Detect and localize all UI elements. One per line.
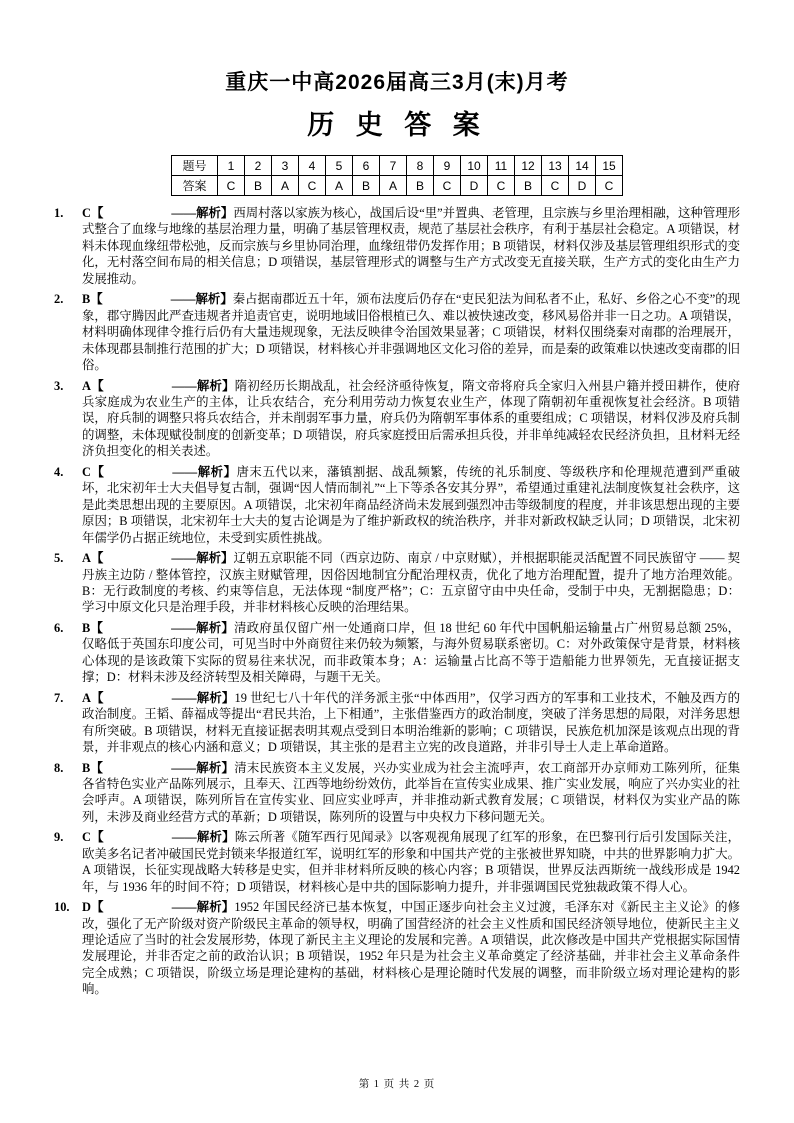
explanation-item [54, 291, 740, 373]
question-number-cell: 9 [434, 156, 461, 176]
question-number-cell: 14 [569, 156, 596, 176]
answer-row [172, 176, 623, 196]
analysis-label: ——解析】 [171, 378, 235, 393]
explanation-item [54, 464, 740, 546]
item-answer: B【 [82, 292, 103, 307]
answer-cell: B [407, 176, 434, 196]
analysis-text: 唐末五代以来，藩镇割据、战乱频繁，传统的礼乐制度、等级秩序和伦理规范遭到严重破坏，北宋初年士大夫倡导复古制，强调“因人情而制礼”“上下等杀各安其分界”，希望通过重建礼法制度恢复社会秩序，这是此类思想出现的主要原因。A 项错误，北宋初年商品经济尚未发展到强烈冲击等级制度的程度，并非该思想出现的主要原因；B 项错误，北宋初年士大夫的复古论调是为了维护新政权的统治秩序，并非对新政权缺乏认同；D 项错误，北宋初年儒学仍占据正统地位，未受到实质性挑战。 [82, 464, 741, 545]
explanation-list [54, 205, 740, 998]
question-number-cell: 8 [407, 156, 434, 176]
analysis-label: ——解析】 [172, 464, 237, 479]
analysis-label: ——解析】 [171, 830, 235, 845]
item-answer: A【 [82, 378, 104, 393]
item-number: 10. [54, 900, 70, 915]
analysis-text: 陈云所著《随军西行见闻录》以客观视角展现了红军的形象，在巴黎刊行后引发国际关注，欧美多名记者冲破国民党封锁来华报道红军，说明红军的形象和中国共产党的主张被世界知晓，中共的世界影响力扩大。A 项错误，长征实现战略大转移是史实，但并非材料所反映的核心内容；B 项错误，世界反法西斯统一战线形成是 1942 年，与 1936 年的时间不符；D 项错误，材料核心是中共的国际影响力提升，并非强调国民党独裁政策不得人心。 [82, 830, 741, 894]
answer-cell: A [380, 176, 407, 196]
item-answer: C【 [82, 464, 105, 479]
item-answer: D【 [82, 900, 104, 915]
item-number: 2. [54, 292, 64, 307]
item-number: 9. [54, 830, 64, 845]
answer-cell: B [353, 176, 380, 196]
answer-key-table [171, 155, 623, 196]
item-answer: C【 [82, 830, 104, 845]
analysis-text: 清末民族资本主义发展，兴办实业成为社会主流呼声，农工商部开办京师劝工陈列所，征集各省特色实业产品陈列展示，且奉天、江西等地纷纷效仿，此举旨在宣传实业成果、推广实业发展，响应了兴办实业的社会呼声。A 项错误，陈列所旨在宣传实业、回应实业呼声，并非推动新式教育发展；C 项错误，材料仅为实业产品的陈列，未涉及商业经营方式的革新；D 项错误，陈列所的设置与中央权力下移问题无关。 [82, 760, 741, 824]
answer-cell: D [569, 176, 596, 196]
question-number-row [172, 156, 623, 176]
answer-cell: C [596, 176, 623, 196]
question-number-cell: 5 [326, 156, 353, 176]
question-number-cell: 12 [515, 156, 542, 176]
item-answer: C【 [82, 206, 104, 220]
answer-cell: C [488, 176, 515, 196]
explanation-item [54, 760, 740, 826]
explanation-item [54, 205, 740, 287]
item-number: 4. [54, 464, 64, 479]
explanation-item [54, 620, 740, 686]
item-answer: B【 [82, 760, 104, 775]
answer-cell: D [461, 176, 488, 196]
analysis-label: ——解析】 [171, 551, 234, 566]
answer-sheet-title: 历 史 答 案 [307, 110, 487, 140]
answer-cell: C [299, 176, 326, 196]
answer-cell: B [245, 176, 272, 196]
item-answer: A【 [82, 690, 104, 705]
analysis-label: ——解析】 [171, 760, 235, 775]
analysis-text: 19 世纪七八十年代的洋务派主张“中体西用”，仅学习西方的军事和工业技术，不触及西方的政治制度。王韬、薛福成等提出“君民共治，上下相通”，主张借鉴西方的政治制度，突破了洋务思想的局限，对洋务思想有所突破。B 项错误，材料无直接证据表明其观点受到日本明治维新的影响；C 项错误，民族危机加深是该观点出现的背景，并非观点的核心内涵和意义；D 项错误，其主张的是君主立宪的改良道路，并非引导士人走上革命道路。 [82, 690, 741, 755]
item-number: 3. [54, 378, 64, 393]
analysis-label: ——解析】 [171, 206, 234, 220]
analysis-label: ——解析】 [171, 620, 235, 635]
question-number-cell: 13 [542, 156, 569, 176]
item-answer: B【 [82, 620, 104, 635]
analysis-text: 西周村落以家族为核心，战国后设“里”并置典、老管理，且宗族与乡里治理相融，这种管理形式整合了血缘与地缘的基层治理力量，明确了基层管理权责，规范了基层社会秩序，有利于基层社会稳定。A 项错误，材料未体现血缘纽带松弛，反而宗族与乡里协同治理，血缘纽带仍发挥作用；B 项错误，材料仅涉及基层管理组织形式的变化，无村落空间布局的相关信息；D 项错误，基层管理形式的调整与生产方式改变无直接关联，生产方式的变化由生产力发展推动。 [82, 206, 741, 286]
explanation-item [54, 378, 740, 460]
item-number: 7. [54, 690, 64, 705]
answer-cell: C [434, 176, 461, 196]
analysis-text: 1952 年国民经济已基本恢复，中国正逐步向社会主义过渡，毛泽东对《新民主主义论》的修改，强化了无产阶级对资产阶级民主革命的领导权，明确了国营经济的社会主义性质和国民经济领导地位，使新民主主义理论适应了当时的社会发展形势，体现了新民主主义理论的发展和完善。A 项错误，此次修改是中国共产党根据实际国情发展理论，并非否定之前的政治认识；B 项错误，1952 年只是为社会主义革命奠定了经济基础，并非社会主义革命条件完全成熟；C 项错误，阶级立场是理论建构的基础，材料核心是理论随时代发展的调整，而非阶级立场对理论建构的影响。 [82, 900, 740, 997]
explanation-item [54, 690, 740, 756]
answer-cell: C [218, 176, 245, 196]
analysis-text: 清政府虽仅留广州一处通商口岸，但 18 世纪 60 年代中国帆船运输量占广州贸易总额 25%，仅略低于英国东印度公司，可见当时中外商贸往来仍较为频繁，与海外贸易联系密切。C：对外政策保守是背景，材料核心体现的是该政策下实际的贸易往来状况，而非政策本身；A：运输量占比高不等于造船能力世界领先，无直接证据支撑；D：材料未涉及经济转型及相关障碍，与题干无关。 [82, 620, 741, 685]
question-number-cell: 6 [353, 156, 380, 176]
item-number: 6. [54, 620, 64, 635]
explanation-item [54, 550, 740, 616]
answer-cell: C [542, 176, 569, 196]
question-number-cell: 2 [245, 156, 272, 176]
exam-title: 重庆一中高2026届高三3月(末)月考 [225, 71, 569, 94]
item-number: 8. [54, 760, 64, 775]
item-answer: A【 [82, 551, 104, 566]
analysis-label: ——解析】 [171, 690, 235, 705]
question-number-cell: 7 [380, 156, 407, 176]
question-number-cell: 10 [461, 156, 488, 176]
page-footer: 第 1 页 共 2 页 [358, 1079, 436, 1090]
answer-cell: A [272, 176, 299, 196]
answer-cell: A [326, 176, 353, 196]
analysis-text: 隋初经历长期战乱，社会经济亟待恢复，隋文帝将府兵全家归入州县户籍并授田耕作，使府兵家庭成为农业生产的主体，让兵农结合，充分利用劳动力恢复农业生产，体现了隋朝初年重视恢复社会经济。B 项错误，府兵制的调整只将兵农结合，并未削弱军事力量，府兵仍为隋朝军事体系的重要组成；C 项错误，材料仅涉及府兵制的调整，未体现赋役制度的创新变革；D 项错误，府兵家庭授田后需承担兵役，并非单纯减轻农民经济负担，且材料无经济负担变化的相关表述。 [82, 378, 741, 459]
question-number-cell: 3 [272, 156, 299, 176]
analysis-text: 辽朝五京职能不同（西京边防、南京 / 中京财赋），并根据职能灵活配置不同民族留守 —— 契丹族主边防 / 整体管控，汉族主财赋管理，因俗因地制宜分配治理权责，优化了地方治理配置，提升了地方治理效能。B：无行政制度的考核、约束等信息，无法体现 “制度严格”；C：五京留守由中央任命，受制于中央，无割据隐患；D：学习中原文化只是治理手段，并非材料核心反映的治理结果。 [82, 551, 740, 615]
question-number-cell: 4 [299, 156, 326, 176]
question-number-cell: 11 [488, 156, 515, 176]
explanation-item [54, 899, 740, 998]
question-number-cell: 1 [218, 156, 245, 176]
item-number: 1. [54, 206, 64, 220]
explanation-item [54, 829, 740, 895]
item-number: 5. [54, 551, 64, 566]
analysis-label: ——解析】 [171, 900, 235, 915]
answer-row-label: 答案 [172, 176, 218, 196]
question-number-cell: 15 [596, 156, 623, 176]
analysis-label: ——解析】 [170, 292, 233, 307]
analysis-text: 秦占据南郡近五十年，颁布法度后仍存在“吏民犯法为间私者不止，私好、乡俗之心不变”的现象，郡守腾因此严查违规者并追责官吏，说明地域旧俗根植已久、难以被快速改变，移风易俗并非一日之功。A 项错误，材料明确体现律令推行后仍有大量违规现象，无法反映律令治国效果显著；C 项错误，材料仅围绕秦对南郡的治理展开，未体现郡县制推行范围的扩大；D 项错误，材料核心并非强调地区文化习俗的差异，而是秦的政策难以快速改变南郡的旧俗。 [82, 292, 741, 373]
question-row-label: 题号 [172, 156, 218, 176]
answer-cell: B [515, 176, 542, 196]
